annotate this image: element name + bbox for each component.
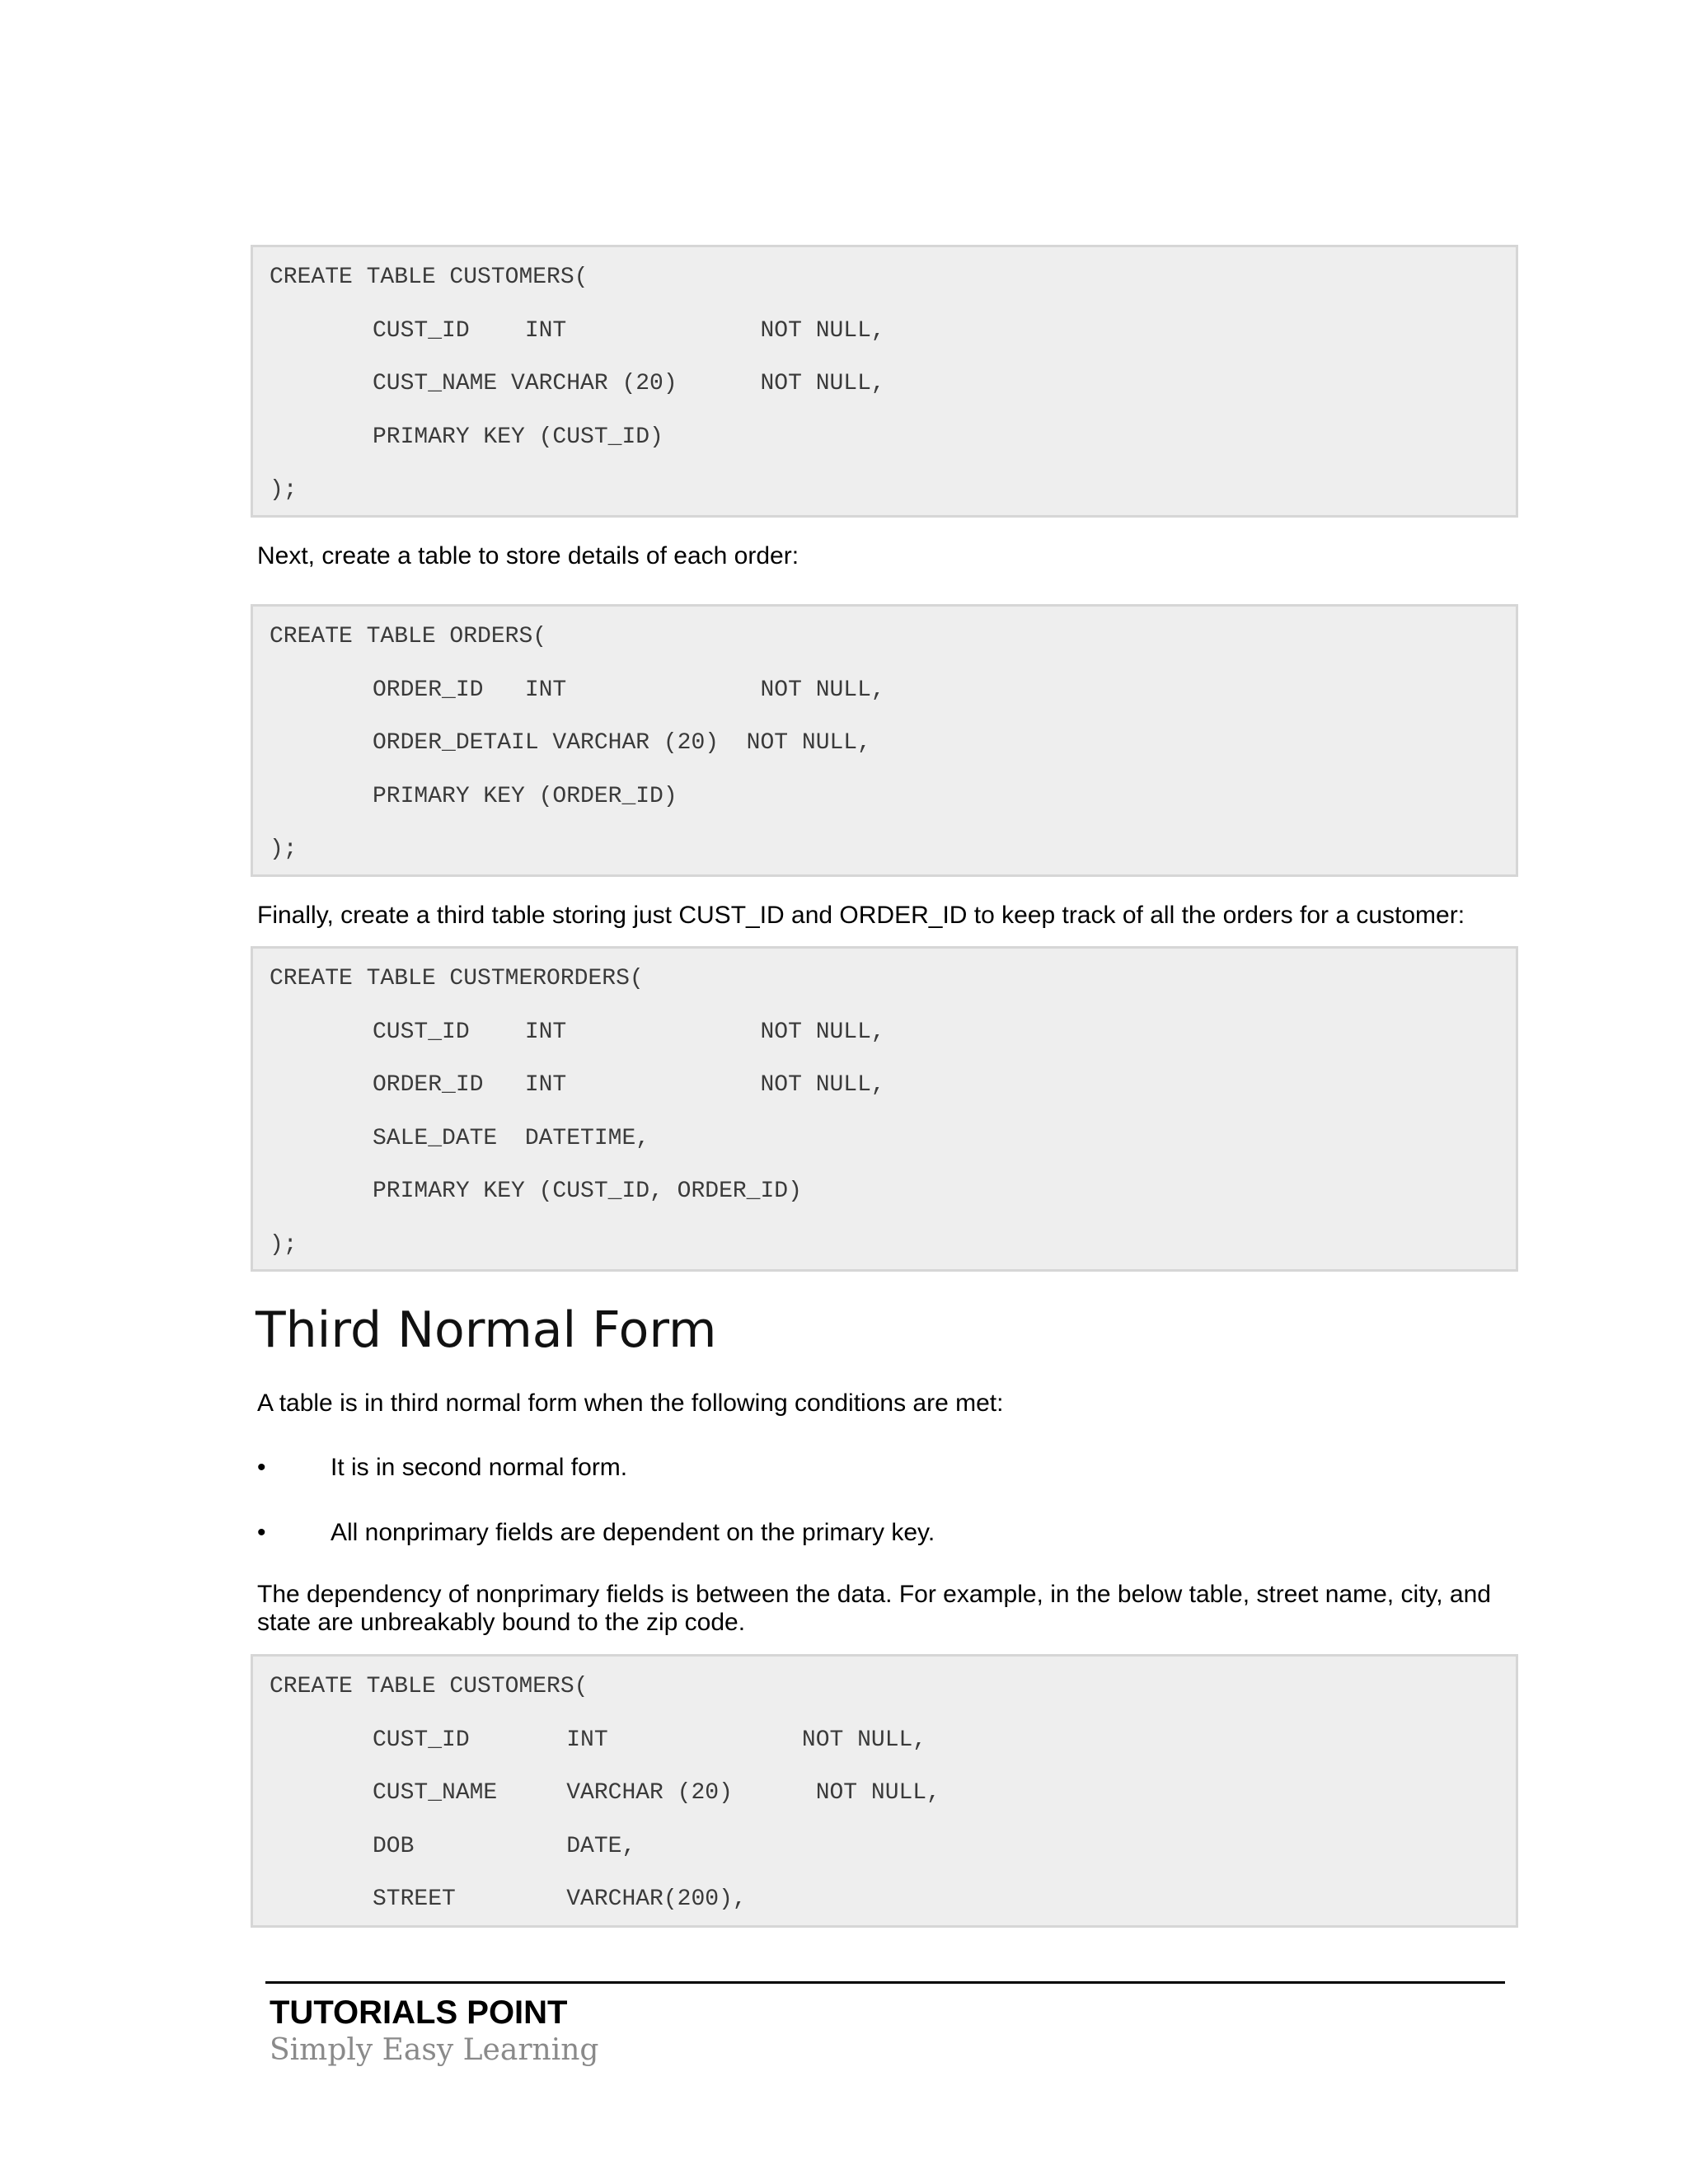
code-line: PRIMARY KEY (CUST_ID) [373,424,663,450]
paragraph-line: state are unbreakably bound to the zip code. [257,1609,746,1636]
code-block-customers-3nf [251,1654,1518,1928]
code-line: CUST_ID INT NOT NULL, [373,318,885,344]
code-block-customers [251,245,1518,518]
code-line: SALE_DATE DATETIME, [373,1126,650,1151]
paragraph-finally: Finally, create a third table storing just CUST_ID and ORDER_ID to keep track of all the orders for a customer: [257,902,1465,929]
code-line: ORDER_DETAIL VARCHAR (20) NOT NULL, [373,730,871,756]
bullet-icon: • [257,1454,266,1481]
paragraph-conditions: A table is in third normal form when the following conditions are met: [257,1390,1004,1417]
code-line: PRIMARY KEY (ORDER_ID) [373,784,678,809]
code-line: CUST_NAME VARCHAR (20) NOT NULL, [373,1780,940,1806]
code-block-customerorders [251,946,1518,1272]
code-line: ORDER_ID INT NOT NULL, [373,1072,885,1098]
code-line: CREATE TABLE CUSTOMERS( [270,265,588,290]
code-line: ); [270,837,298,862]
list-item: It is in second normal form. [331,1454,628,1481]
code-line: CREATE TABLE CUSTOMERS( [270,1674,588,1699]
section-heading: Third Normal Form [256,1301,717,1359]
footer-tagline: Simply Easy Learning [270,2033,599,2067]
code-line: STREET VARCHAR(200), [373,1886,747,1912]
code-line: CUST_ID INT NOT NULL, [373,1727,927,1753]
footer-divider [265,1981,1505,1984]
code-line: CREATE TABLE CUSTMERORDERS( [270,966,644,991]
code-block-orders [251,604,1518,877]
code-line: CUST_NAME VARCHAR (20) NOT NULL, [373,371,885,396]
paragraph-line: The dependency of nonprimary fields is between the data. For example, in the below table, street name, city, and [257,1581,1491,1608]
code-line: ); [270,477,298,503]
code-line: ); [270,1232,298,1258]
paragraph-next: Next, create a table to store details of each order: [257,542,799,569]
paragraph-dependency [257,1581,1491,1637]
code-line: CREATE TABLE ORDERS( [270,624,547,649]
bullet-icon: • [257,1519,266,1546]
code-line: CUST_ID INT NOT NULL, [373,1019,885,1045]
code-line: PRIMARY KEY (CUST_ID, ORDER_ID) [373,1179,802,1204]
code-line: DOB DATE, [373,1834,636,1859]
footer-brand: TUTORIALS POINT [270,1994,568,2031]
list-item: All nonprimary fields are dependent on the primary key. [331,1519,935,1546]
code-line: ORDER_ID INT NOT NULL, [373,677,885,703]
